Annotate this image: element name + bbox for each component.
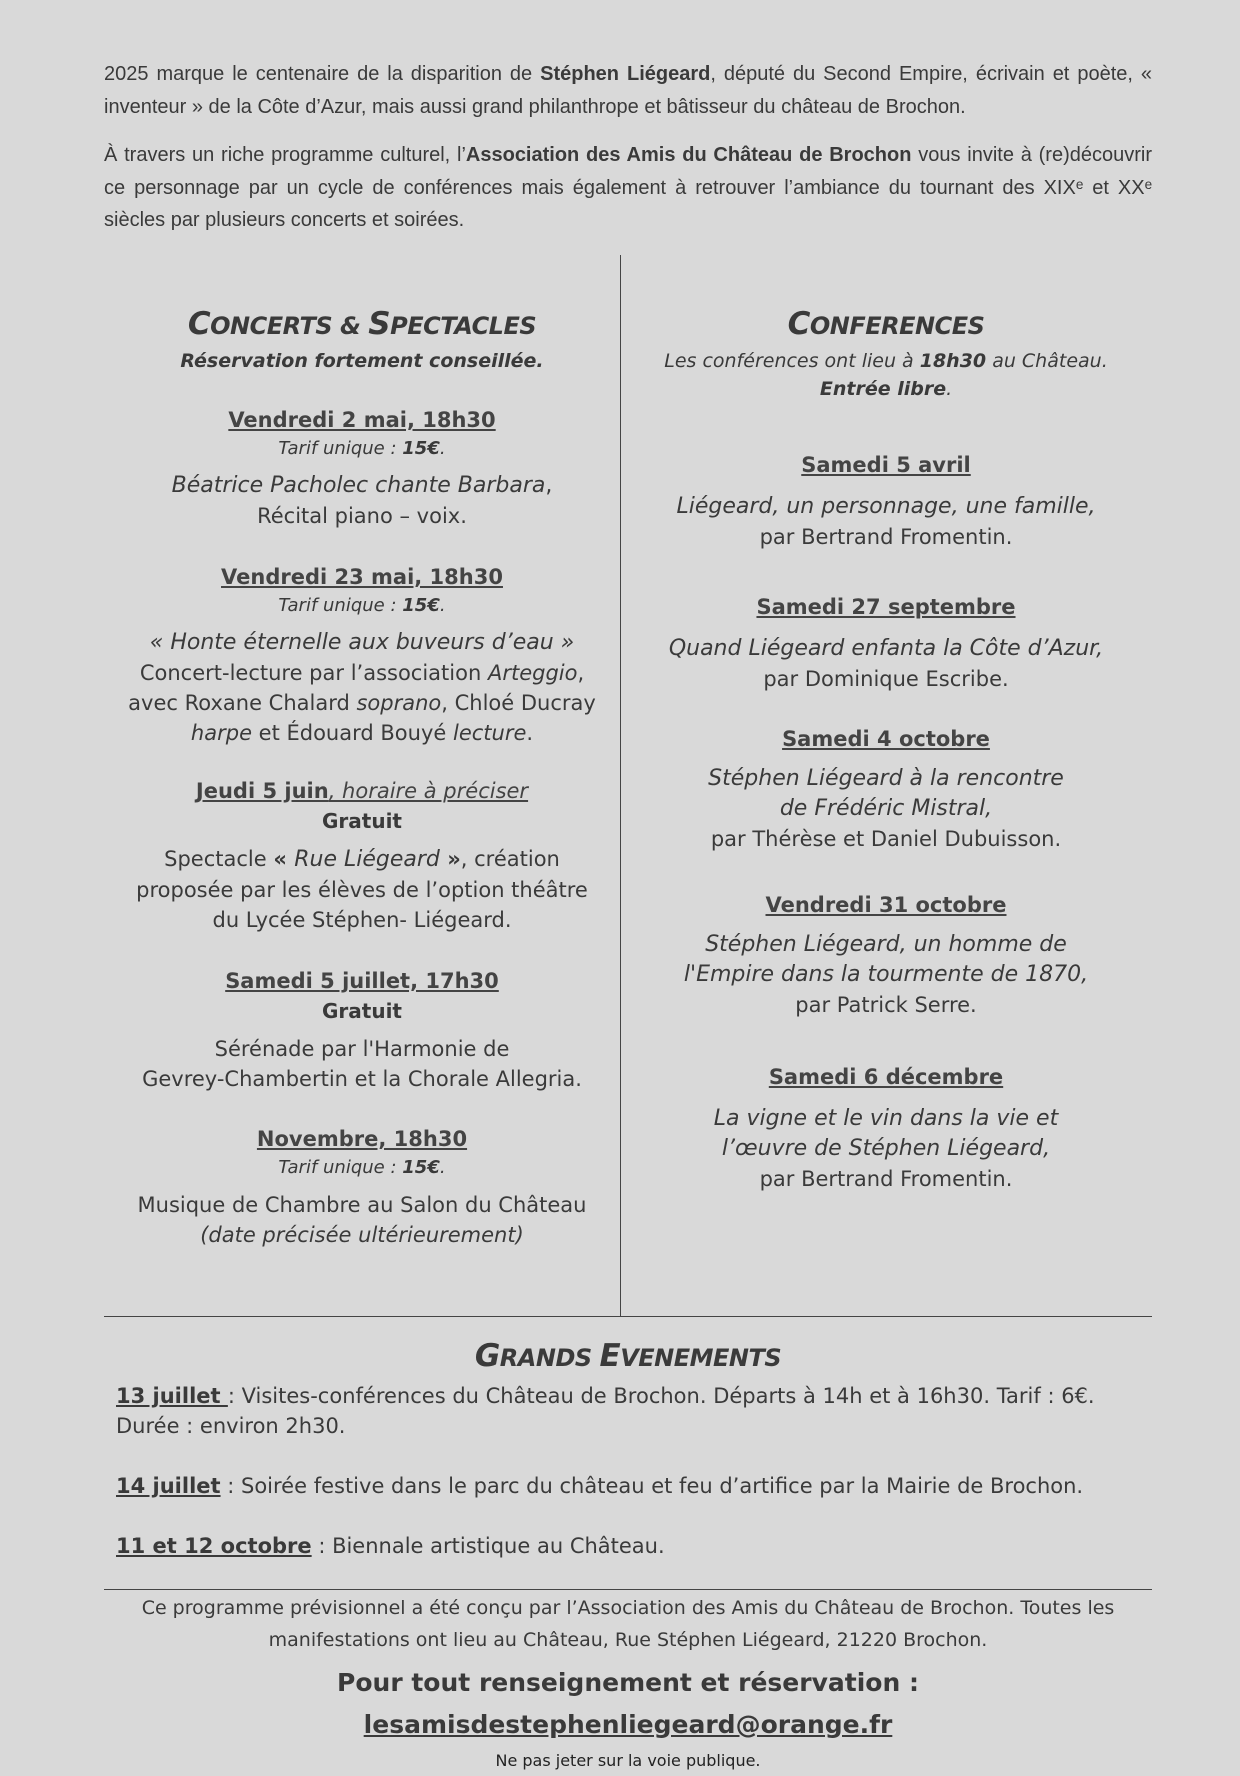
conference-title: Quand Liégeard enfanta la Côte d’Azur, <box>668 636 1104 661</box>
intro-p1-text: 2025 marque le centenaire de la disparition de <box>104 63 541 85</box>
conference-date: Samedi 27 septembre <box>756 595 1016 619</box>
intro-text <box>104 58 1152 253</box>
intro-p1-name: Stéphen Liégeard <box>540 63 711 85</box>
footer-note-2: manifestations ont lieu au Château, Rue Stéphen Liégeard, 21220 Brochon. <box>268 1629 988 1651</box>
disposal-note: Ne pas jeter sur la voie publique. <box>495 1751 761 1770</box>
conferences-heading: CONFERENCES <box>787 306 985 342</box>
footer-note: Ce programme prévisionnel a été conçu par l’Association des Amis du Château de Brochon. Toutes les <box>141 1597 1115 1619</box>
conferences-subtitle: Les conférences ont lieu à 18h30 au Château. <box>664 350 1108 372</box>
concert-event-2 <box>112 562 612 748</box>
conference-speaker: par Bertrand Fromentin. <box>759 1167 1013 1191</box>
event-title: Béatrice Pacholec chante Barbara, <box>171 473 553 498</box>
conference-title-2: l'Empire dans la tourmente de 1870, <box>683 962 1089 987</box>
intro-p2-text: À travers un riche programme culturel, l’ <box>104 144 466 166</box>
conference-speaker: par Bertrand Fromentin. <box>759 525 1013 549</box>
event-price: Gratuit <box>322 809 402 833</box>
intro-paragraph-1 <box>104 58 1152 123</box>
conference-item <box>636 1062 1136 1194</box>
conference-date: Samedi 6 décembre <box>768 1065 1004 1089</box>
concerts-subtitle: Réservation fortement conseillée. <box>180 350 544 372</box>
concert-event-3 <box>112 776 612 935</box>
concerts-column <box>112 300 612 1250</box>
contact-line: Pour tout renseignement et réservation : lesamisdestephenliegeard@orange.fr <box>337 1668 919 1739</box>
intro-paragraph-2 <box>104 139 1152 237</box>
conferences-column <box>636 300 1136 1194</box>
event-title: « Honte éternelle aux buveurs d’eau » <box>149 630 575 655</box>
event-description: Musique de Chambre au Salon du Château <box>137 1193 587 1217</box>
event-date: Vendredi 2 mai, 18h30 <box>228 408 496 432</box>
event-description-2: proposée par les élèves de l’option théâtre <box>136 878 588 902</box>
intro-p2-association: Association des Amis du Château de Brochon <box>465 144 912 166</box>
event-date: Samedi 5 juillet, 17h30 <box>225 969 499 993</box>
grands-evenements-heading: GRANDS EVENEMENTS <box>474 1338 782 1374</box>
section-divider <box>104 1316 1152 1317</box>
event-description: Récital piano – voix. <box>257 504 467 528</box>
event-description: Spectacle « Rue Liégeard », création <box>164 847 560 872</box>
event-date: Jeudi 5 juin, horaire à préciser <box>195 779 529 803</box>
event-description-2: (date précisée ultérieurement) <box>200 1223 524 1247</box>
event-tarif: Tarif unique : 15€. <box>278 438 446 459</box>
event-description-2: avec Roxane Chalard soprano, Chloé Ducray <box>128 691 596 715</box>
conference-item <box>636 724 1136 854</box>
conference-title-2: de Frédéric Mistral, <box>779 796 993 821</box>
conference-speaker: par Dominique Escribe. <box>763 667 1009 691</box>
event-tarif: Tarif unique : 15€. <box>278 595 446 616</box>
conference-title: La vigne et le vin dans la vie et <box>713 1106 1059 1131</box>
event-description-3: harpe et Édouard Bouyé lecture. <box>190 721 534 745</box>
concert-event-1 <box>112 405 612 531</box>
conferences-entry: Entrée libre. <box>819 378 953 400</box>
event-description: Concert-lecture par l’association Arteggio, <box>139 661 585 685</box>
conference-title: Liégeard, un personnage, une famille, <box>676 494 1096 519</box>
grand-event-item: 13 juillet : Visites-conférences du Château de Brochon. Départs à 14h et à 16h30. Tarif : 6€. Durée : environ 2h30. <box>116 1384 1095 1438</box>
intro-p2-text-end: vous invite à (re)découvrir ce personnage par un cycle de conférences mais également à retrouver l’ambiance du tournant des XIXᵉ et XXᵉ siècles par plusieurs concerts et soirées. <box>104 144 1152 231</box>
grands-evenements-section <box>104 1332 1152 1591</box>
intro-p1-text-end: , député du Second Empire, écrivain et poète, « inventeur » de la Côte d’Azur, mais aussi grand philanthrope et bâtisseur du château de Brochon. <box>104 63 1153 118</box>
concerts-heading: CONCERTS & SPECTACLES <box>187 306 537 342</box>
conference-item <box>636 890 1136 1020</box>
event-description: Sérénade par l'Harmonie de <box>214 1037 510 1061</box>
conference-date: Vendredi 31 octobre <box>765 893 1007 917</box>
column-divider <box>620 255 621 1316</box>
event-description-2: Gevrey-Chambertin et la Chorale Allegria. <box>142 1067 582 1091</box>
grand-event-item: 14 juillet : Soirée festive dans le parc du château et feu d’artifice par la Mairie de Brochon. <box>116 1474 1084 1498</box>
email-link[interactable]: lesamisdestephenliegeard@orange.fr <box>363 1710 893 1739</box>
grand-event-item: 11 et 12 octobre : Biennale artistique au Château. <box>116 1534 665 1558</box>
conference-title: Stéphen Liégeard, un homme de <box>705 932 1067 957</box>
concert-event-5 <box>112 1124 612 1250</box>
conference-date: Samedi 4 octobre <box>782 727 990 751</box>
conference-speaker: par Thérèse et Daniel Dubuisson. <box>710 827 1062 851</box>
conference-item <box>636 592 1136 694</box>
footer <box>104 1592 1152 1776</box>
conference-title: Stéphen Liégeard à la rencontre <box>708 766 1064 791</box>
conference-speaker: par Patrick Serre. <box>795 993 977 1017</box>
event-description-3: du Lycée Stéphen- Liégeard. <box>212 908 512 932</box>
event-date: Novembre, 18h30 <box>256 1127 468 1151</box>
event-tarif: Tarif unique : 15€. <box>278 1157 446 1178</box>
event-price: Gratuit <box>322 999 402 1023</box>
event-date: Vendredi 23 mai, 18h30 <box>221 565 503 589</box>
conference-title-2: l’œuvre de Stéphen Liégeard, <box>721 1136 1051 1161</box>
conference-item <box>636 450 1136 552</box>
concert-event-4 <box>112 966 612 1094</box>
footer-divider <box>104 1589 1152 1590</box>
conference-date: Samedi 5 avril <box>801 453 971 477</box>
